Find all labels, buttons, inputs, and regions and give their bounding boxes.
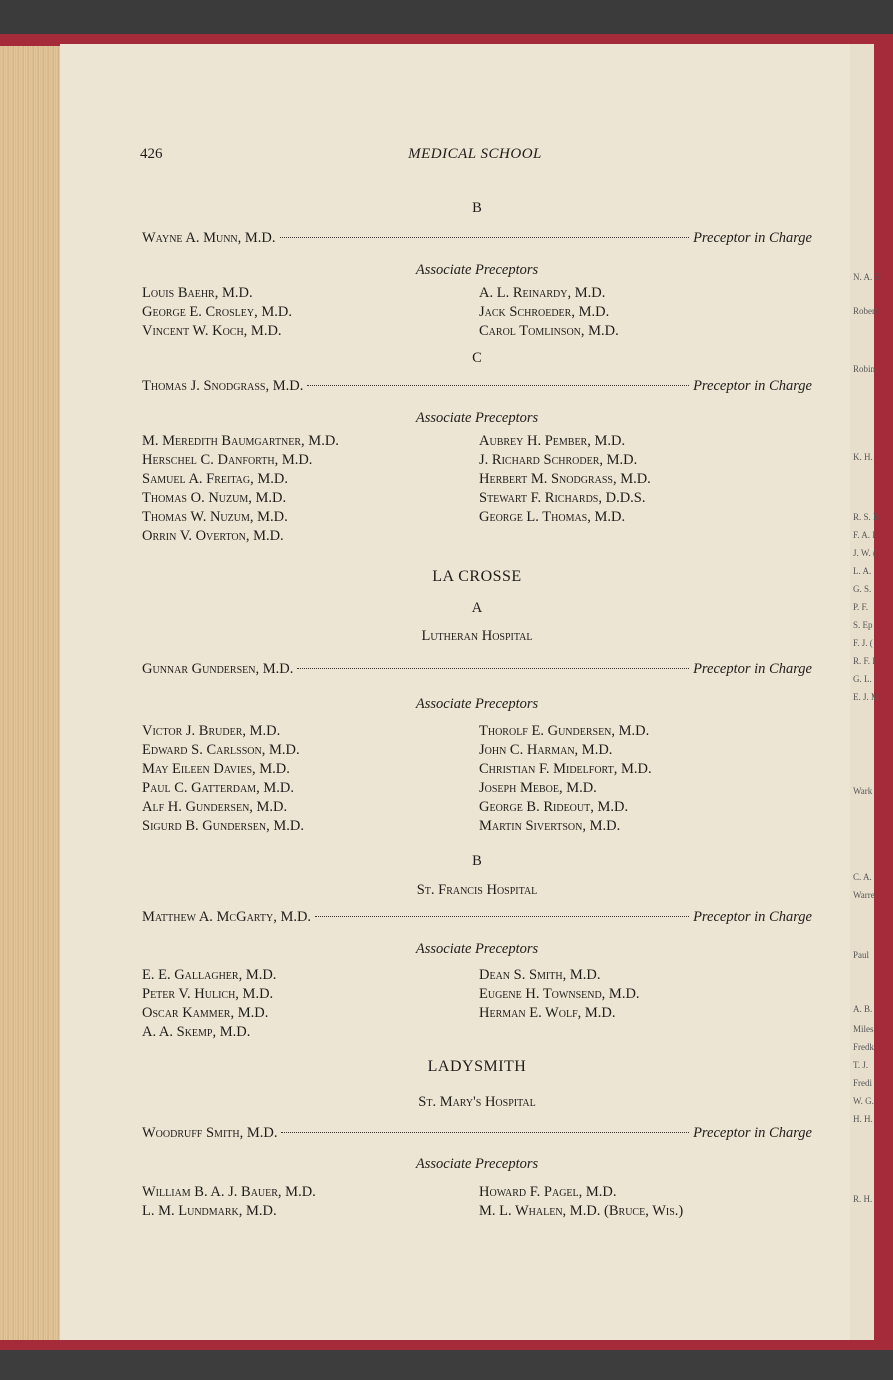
associate-name: Paul C. Gatterdam, M.D.: [142, 780, 294, 796]
leader-dots: [281, 1132, 689, 1133]
associate-name: Herschel C. Danforth, M.D.: [142, 452, 313, 468]
preceptor-name: Wayne A. Munn, M.D.: [142, 230, 276, 246]
section-letter: A: [471, 600, 483, 616]
associate-name: Herman E. Wolf, M.D.: [479, 1005, 616, 1021]
next-page-text: K. H.: [853, 452, 873, 462]
associate-name: Martin Sivertson, M.D.: [479, 818, 621, 834]
preceptor-in-charge-row: [142, 378, 812, 398]
associates-right-column: [479, 722, 652, 836]
next-page-text: Fredk: [853, 1042, 874, 1052]
associate-name: Louis Baehr, M.D.: [142, 285, 253, 301]
associate-name: Jack Schroeder, M.D.: [479, 304, 610, 320]
section-letter: B: [472, 853, 482, 869]
next-page-text: Fredi: [853, 1078, 872, 1088]
associate-name: Vincent W. Koch, M.D.: [142, 323, 282, 339]
next-page-text: R. F. I: [853, 656, 876, 666]
leader-dots: [315, 916, 689, 917]
next-page-text: E. J. M: [853, 692, 880, 702]
associate-name: William B. A. J. Bauer, M.D.: [142, 1184, 316, 1200]
associate-name: Samuel A. Freitag, M.D.: [142, 471, 288, 487]
preceptor-name: Woodruff Smith, M.D.: [142, 1125, 278, 1141]
next-page-text: Robin: [853, 364, 876, 374]
next-page-text: Miles: [853, 1024, 874, 1034]
associate-name: Christian F. Midelfort, M.D.: [479, 761, 652, 777]
associate-name: Victor J. Bruder, M.D.: [142, 723, 281, 739]
associate-name: George B. Rideout, M.D.: [479, 799, 629, 815]
preceptor-role: Preceptor in Charge: [693, 1125, 812, 1141]
preceptor-in-charge-row: [142, 230, 812, 250]
associate-name: Orrin V. Overton, M.D.: [142, 528, 284, 544]
associate-name: May Eileen Davies, M.D.: [142, 761, 290, 777]
associate-name: Joseph Meboe, M.D.: [479, 780, 597, 796]
next-page-text: T. J.: [853, 1060, 869, 1070]
associate-name: John C. Harman, M.D.: [479, 742, 613, 758]
page-number: 426: [140, 146, 163, 162]
associates-right-column: [479, 966, 640, 1023]
next-page-text: F. J. (: [853, 638, 873, 648]
associates-left-column: [142, 432, 339, 546]
associates-right-column: [479, 1183, 683, 1221]
associate-name: Eugene H. Townsend, M.D.: [479, 986, 640, 1002]
next-page-text: Warre: [853, 890, 875, 900]
preceptor-name: Matthew A. McGarty, M.D.: [142, 909, 312, 925]
preceptor-role: Preceptor in Charge: [693, 230, 812, 246]
next-page-text: A. B.: [853, 1004, 873, 1014]
next-page-text: P. F.: [853, 602, 869, 612]
associate-name: A. A. Skemp, M.D.: [142, 1024, 251, 1040]
associate-name: A. L. Reinardy, M.D.: [479, 285, 606, 301]
next-page-text: G. S.: [853, 584, 872, 594]
next-page-text: G. L. I: [853, 674, 877, 684]
associate-name: J. Richard Schroder, M.D.: [479, 452, 638, 468]
associate-name: Oscar Kammer, M.D.: [142, 1005, 269, 1021]
preceptor-in-charge-row: [142, 1125, 812, 1145]
associates-left-column: [142, 284, 292, 341]
associate-name: Thomas O. Nuzum, M.D.: [142, 490, 287, 506]
leader-dots: [280, 237, 690, 238]
associates-right-column: [479, 284, 619, 341]
next-page-text: F. A. I: [853, 530, 876, 540]
associate-name: Aubrey H. Pember, M.D.: [479, 433, 626, 449]
next-page-text: R. S. B: [853, 512, 880, 522]
associate-name: Dean S. Smith, M.D.: [479, 967, 601, 983]
associate-name: Alf H. Gundersen, M.D.: [142, 799, 288, 815]
associate-name: Peter V. Hulich, M.D.: [142, 986, 274, 1002]
next-page-fragment: [850, 44, 880, 1340]
section-letter: C: [472, 350, 482, 366]
associates-left-column: [142, 1183, 316, 1221]
hospital-name: Lutheran Hospital: [421, 628, 533, 644]
preceptor-name: Gunnar Gundersen, M.D.: [142, 661, 294, 677]
book-background-top: [0, 0, 893, 36]
leader-dots: [297, 668, 689, 669]
next-page-text: J. W. (: [853, 548, 877, 558]
next-page-text: Wark: [853, 786, 873, 796]
associate-name: Stewart F. Richards, D.D.S.: [479, 490, 646, 506]
preceptor-in-charge-row: [142, 909, 812, 929]
leader-dots: [307, 385, 689, 386]
next-page-text: R. H.: [853, 1194, 873, 1204]
next-page-text: W. G.: [853, 1096, 874, 1106]
associate-name: M. L. Whalen, M.D. (Bruce, Wis.): [479, 1203, 684, 1219]
associate-name: M. Meredith Baumgartner, M.D.: [142, 433, 339, 449]
associate-name: L. M. Lundmark, M.D.: [142, 1203, 277, 1219]
associates-heading: Associate Preceptors: [415, 696, 539, 712]
section-letter: B: [472, 200, 482, 216]
next-page-text: Robert: [853, 306, 878, 316]
hospital-name: St. Mary's Hospital: [418, 1094, 536, 1110]
next-page-text: Paul: [853, 950, 870, 960]
running-title: MEDICAL SCHOOL: [408, 146, 542, 162]
associates-heading: Associate Preceptors: [415, 1156, 539, 1172]
preceptor-role: Preceptor in Charge: [693, 378, 812, 394]
associate-name: Sigurd B. Gundersen, M.D.: [142, 818, 304, 834]
associate-name: Howard F. Pagel, M.D.: [479, 1184, 617, 1200]
preceptor-name: Thomas J. Snodgrass, M.D.: [142, 378, 304, 394]
preceptor-role: Preceptor in Charge: [693, 909, 812, 925]
page-stack-edges: [0, 46, 64, 1340]
associate-name: Thomas W. Nuzum, M.D.: [142, 509, 288, 525]
associates-heading: Associate Preceptors: [415, 410, 539, 426]
associates-heading: Associate Preceptors: [415, 941, 539, 957]
next-page-text: L. A.: [853, 566, 872, 576]
next-page-text: H. H.: [853, 1114, 873, 1124]
associate-name: Thorolf E. Gundersen, M.D.: [479, 723, 650, 739]
associates-right-column: [479, 432, 651, 527]
associates-heading: Associate Preceptors: [415, 262, 539, 278]
associates-left-column: [142, 966, 276, 1042]
next-page-text: C. A.: [853, 872, 872, 882]
preceptor-role: Preceptor in Charge: [693, 661, 812, 677]
associate-name: George E. Crosley, M.D.: [142, 304, 292, 320]
associate-name: Edward S. Carlsson, M.D.: [142, 742, 300, 758]
hospital-name: St. Francis Hospital: [416, 882, 538, 898]
associate-name: Herbert M. Snodgrass, M.D.: [479, 471, 651, 487]
city-heading: LA CROSSE: [432, 568, 522, 585]
preceptor-in-charge-row: [142, 661, 812, 681]
next-page-text: N. A. E: [853, 272, 880, 282]
next-page-text: S. Ep: [853, 620, 873, 630]
book-background-bottom: [0, 1346, 893, 1380]
associates-left-column: [142, 722, 304, 836]
associate-name: E. E. Gallagher, M.D.: [142, 967, 277, 983]
city-heading: LADYSMITH: [427, 1058, 527, 1075]
associate-name: Carol Tomlinson, M.D.: [479, 323, 619, 339]
associate-name: George L. Thomas, M.D.: [479, 509, 626, 525]
